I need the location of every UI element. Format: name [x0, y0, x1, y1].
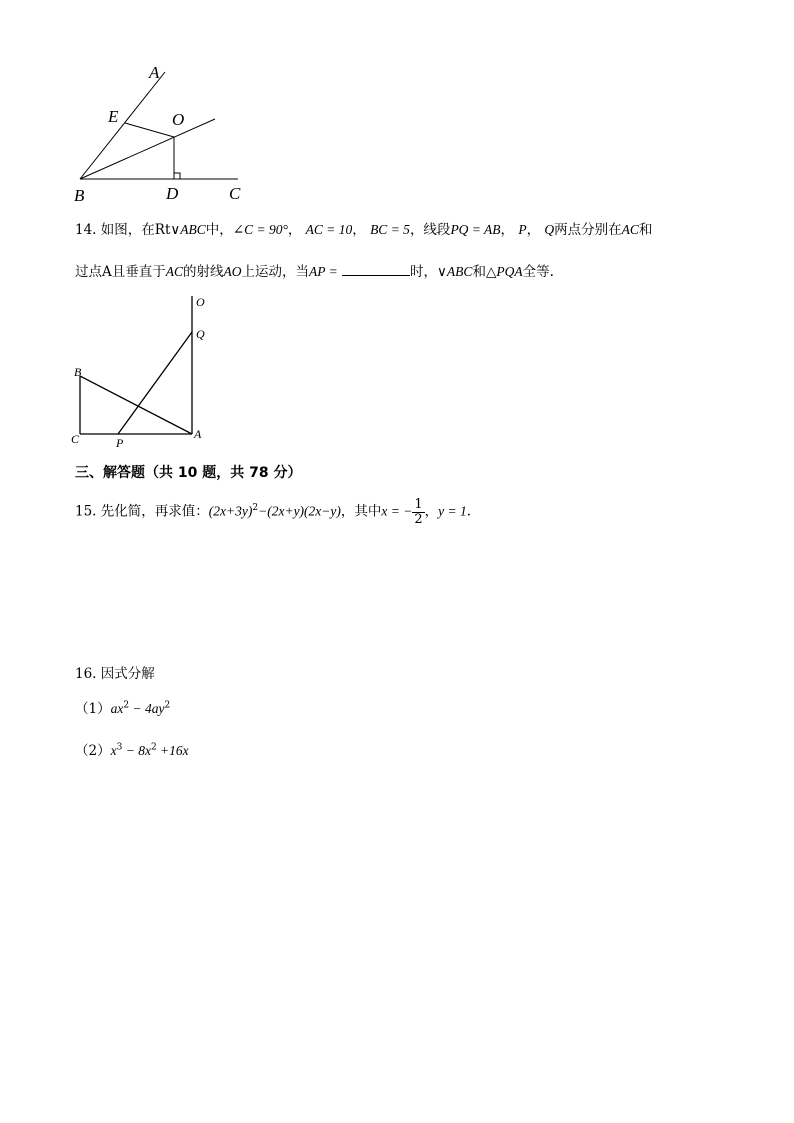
segment-eo	[125, 123, 174, 137]
q14-rt: Rt	[154, 222, 171, 238]
label-d: D	[166, 184, 179, 203]
q16-title	[75, 662, 155, 682]
q14-ac2: AC	[621, 222, 639, 237]
label-p2: P	[116, 436, 124, 450]
q16-part1-exp: 2	[164, 700, 171, 711]
q14-text: 如图，在	[100, 222, 155, 238]
q14-text: 和	[472, 264, 486, 280]
q15-y-eq: y = 1	[438, 503, 467, 519]
q16-part1-exp: 2	[123, 700, 130, 711]
q14-text: 和	[638, 222, 653, 238]
label-a: A	[149, 63, 160, 82]
q14-pq: PQ = AB	[450, 222, 501, 237]
q15-line	[75, 493, 471, 533]
q15-fraction	[412, 498, 424, 527]
segment-pq	[118, 332, 192, 434]
q16-part2	[75, 739, 189, 759]
q14-sep: ，	[526, 222, 541, 238]
q14-text: 全等.	[522, 264, 554, 280]
q14-ac3: AC	[165, 264, 184, 279]
q14-line1	[75, 218, 652, 238]
q14-q: Q	[544, 222, 555, 237]
label-e: E	[108, 107, 119, 126]
label-b2: B	[74, 365, 82, 379]
label-c: C	[229, 184, 241, 203]
section-title: 三、解答题（共 10 题，共 78 分）	[75, 465, 302, 481]
segment-ba	[80, 376, 192, 434]
q14-tri-abc: ∨ABC	[170, 222, 206, 237]
label-c2: C	[71, 432, 80, 446]
q14-ao: AO	[223, 264, 242, 279]
q14-tri-abc2: ∨ABC	[437, 264, 473, 279]
q15-expr2: −(2x+y)(2x−y)	[258, 503, 341, 519]
q15-text: ，其中	[340, 503, 382, 520]
ray-bo	[80, 119, 215, 179]
q16-part2-term: − 8x	[122, 743, 151, 758]
q14-triangle-symbol: △	[485, 264, 497, 280]
q14-text: 上运动，当	[241, 264, 310, 280]
q14-text: 时，	[410, 264, 438, 280]
q14-text: 过点A且垂直于	[75, 264, 166, 280]
q14-bc: BC = 5	[370, 222, 410, 237]
q14-sep: ，	[352, 222, 366, 238]
q16-part1-term: ax	[110, 701, 124, 716]
q14-p: P	[518, 222, 527, 237]
q14-text: 的射线	[183, 264, 224, 280]
q14-angle: ∠C = 90°	[232, 222, 288, 237]
q14-text: 两点分别在	[554, 222, 622, 238]
q14-text: ，线段	[409, 222, 451, 238]
label-q2: Q	[196, 327, 205, 341]
q16-part2-term: x	[110, 743, 117, 758]
q15-x-eq: x = −	[381, 503, 413, 519]
q14-ap: AP =	[309, 264, 338, 279]
q16-part2-exp: 2	[150, 742, 157, 753]
label-a2: A	[194, 427, 202, 441]
q15-text: ，	[424, 503, 439, 520]
q15-fraction-den: 2	[414, 511, 423, 527]
q16-number: 16.	[75, 666, 97, 682]
q14-sep: ，	[287, 222, 302, 238]
q14-text: 中，	[205, 222, 233, 238]
figure-angle-bisector	[70, 60, 260, 210]
q14-answer-blank[interactable]	[342, 263, 410, 276]
q14-line2	[75, 260, 554, 280]
label-o2: O	[196, 295, 205, 309]
q16-part2-label: （2）	[75, 743, 111, 759]
q14-sep: ，	[500, 222, 515, 238]
label-b: B	[74, 186, 85, 205]
q14-number: 14.	[75, 222, 97, 238]
q14-pqa: PQA	[496, 264, 523, 279]
q15-exponent: 2	[252, 503, 259, 513]
q16-part1	[75, 697, 170, 717]
q15-number: 15.	[75, 503, 97, 520]
label-o: O	[172, 110, 185, 129]
figure-congruent-triangles	[70, 292, 220, 452]
q16-part2-exp: 3	[116, 742, 123, 753]
q16-part2-term: +16x	[156, 743, 189, 758]
q16-title-text: 因式分解	[100, 666, 155, 682]
q15-text: .	[466, 503, 472, 520]
q14-ac: AC = 10	[305, 222, 353, 237]
q15-fraction-num: 1	[414, 496, 423, 512]
right-angle-mark	[174, 173, 180, 179]
q16-part1-label: （1）	[75, 701, 111, 717]
q15-text: 先化简，再求值：	[100, 503, 209, 520]
q15-expr1: (2x+3y)	[208, 503, 253, 519]
ray-ba	[80, 72, 165, 179]
q16-part1-term: − 4ay	[129, 701, 165, 716]
